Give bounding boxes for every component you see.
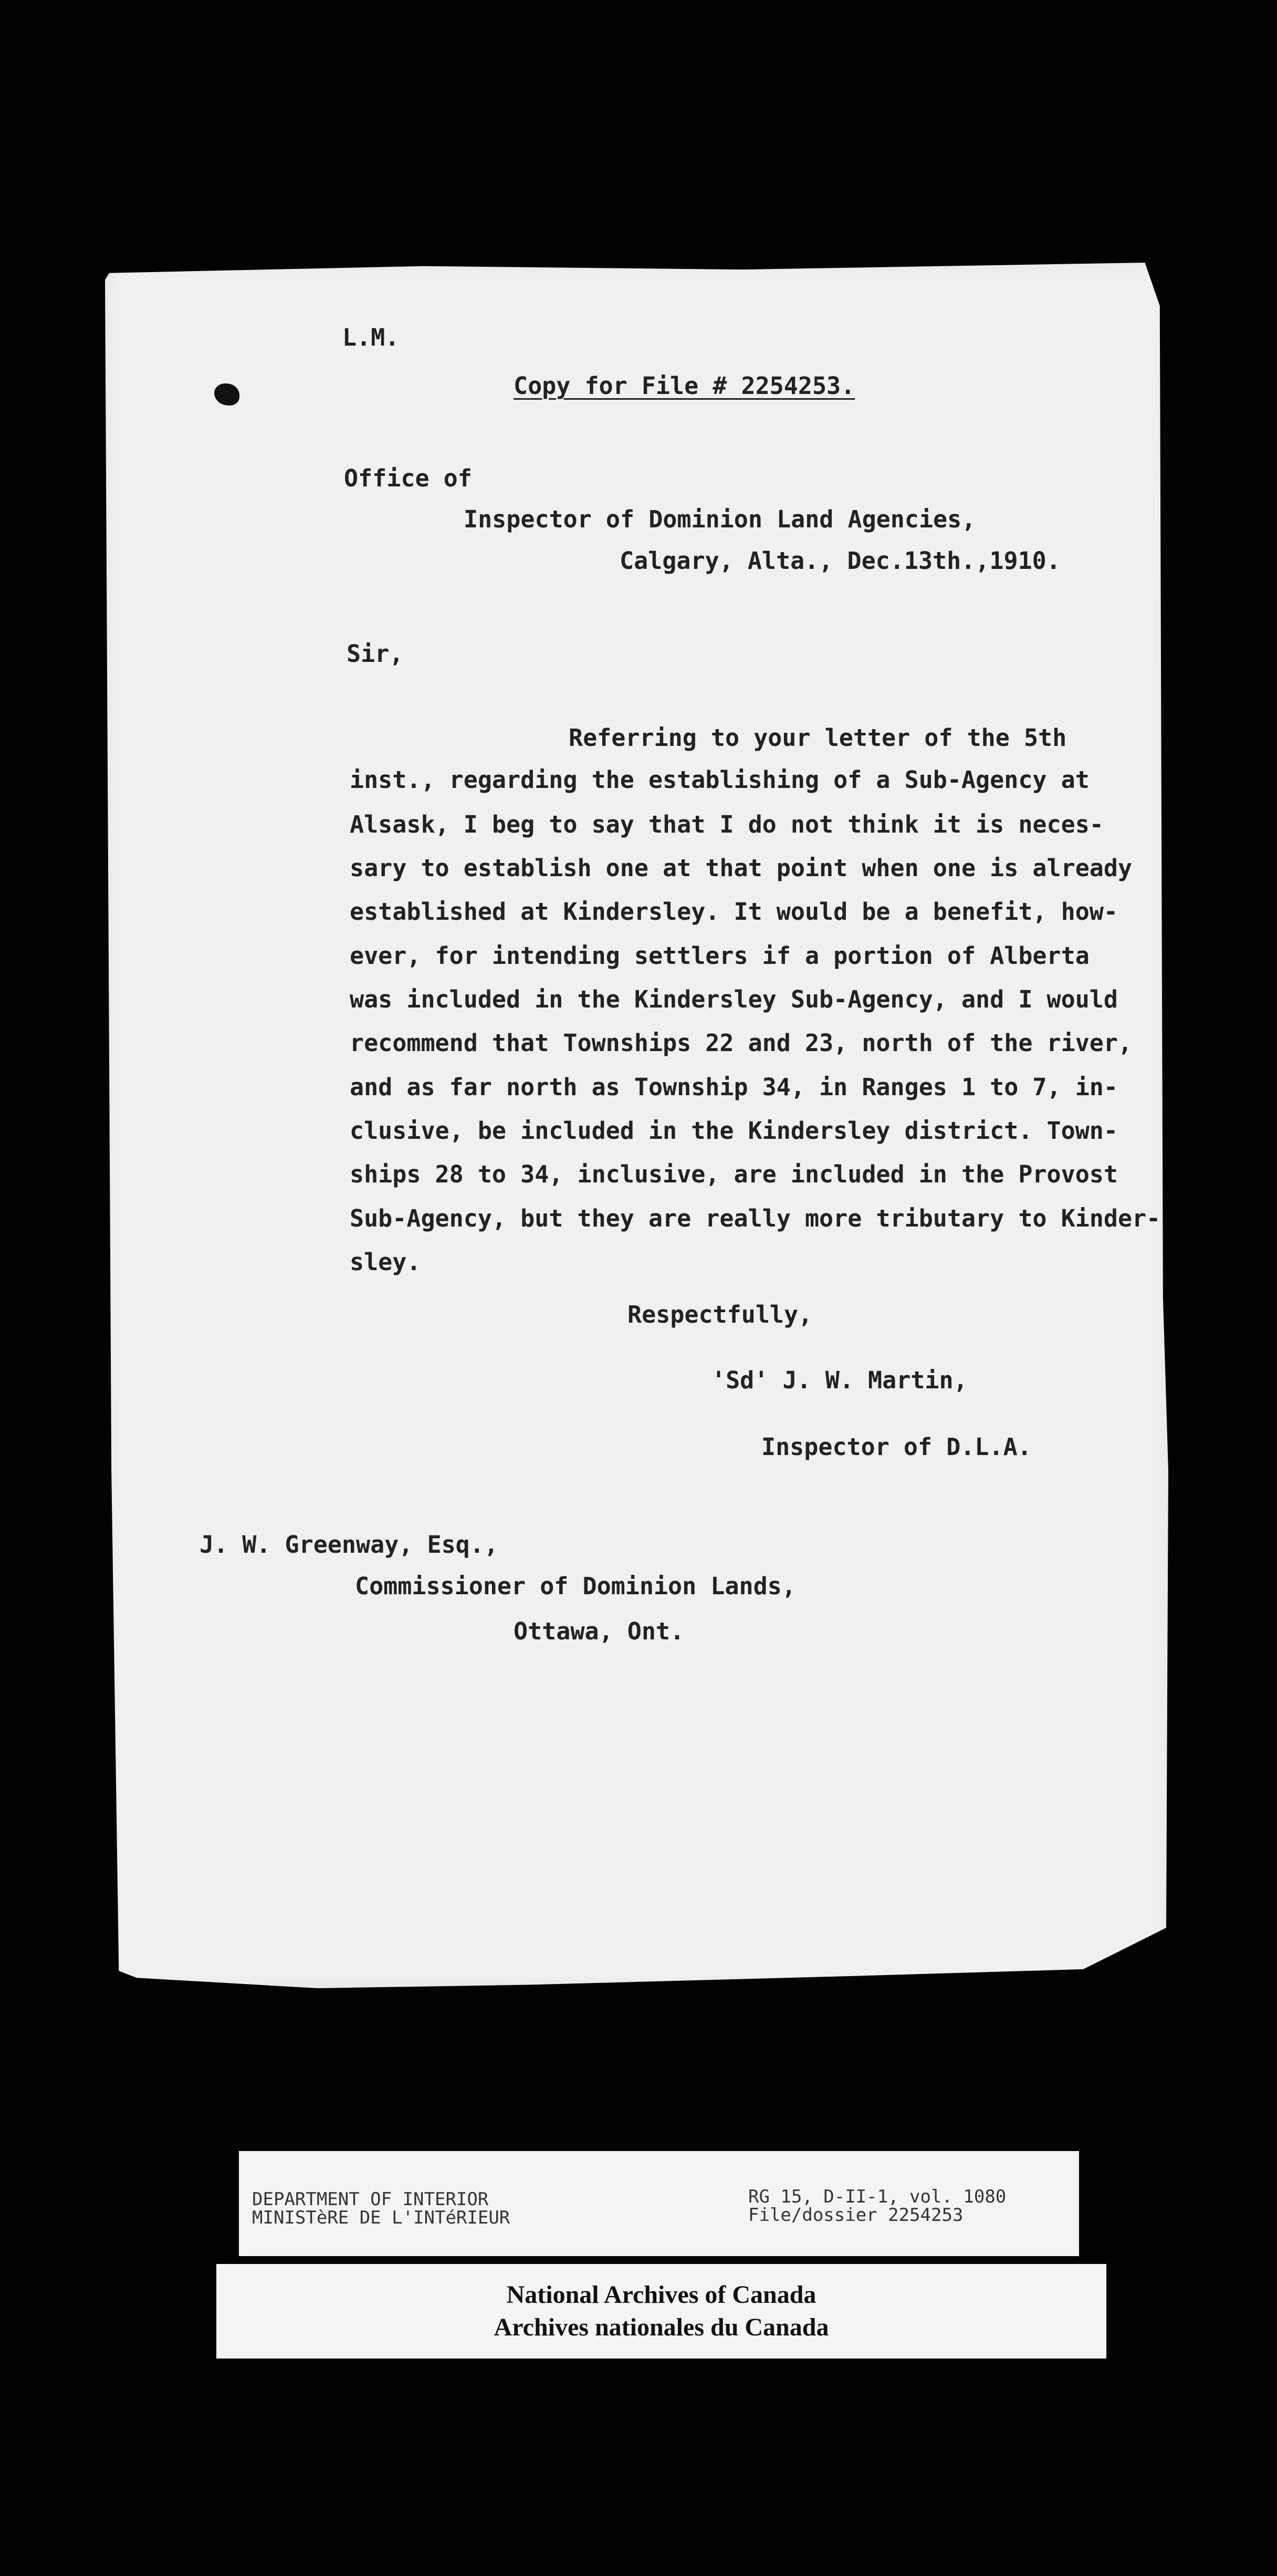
addressee-name: J. W. Greenway, Esq., <box>200 1531 498 1559</box>
body-line: sary to establish one at that point when one is already <box>350 854 1133 882</box>
body-line: established at Kindersley. It would be a benefit, how- <box>350 898 1118 926</box>
initials: L.M. <box>342 324 400 351</box>
salutation: Sir, <box>347 640 404 668</box>
addressee-city: Ottawa, Ont. <box>514 1617 685 1645</box>
office-line-1: Office of <box>344 464 472 492</box>
body-line: Sub-Agency, but they are really more tributary to Kinder- <box>350 1204 1161 1232</box>
body-line: Referring to your letter of the 5th <box>569 724 1067 752</box>
department-en: DEPARTMENT OF INTERIOR <box>252 2189 489 2210</box>
body-line: and as far north as Township 34, in Ranges 1 to 7, in- <box>350 1073 1118 1101</box>
addressee-title: Commissioner of Dominion Lands, <box>355 1572 796 1600</box>
body-line: ships 28 to 34, inclusive, are included in the Provost <box>350 1160 1118 1188</box>
closing: Respectfully, <box>627 1301 813 1328</box>
location-date: Calgary, Alta., Dec.13th.,1910. <box>620 547 1061 575</box>
file-dossier-ref: File/dossier 2254253 <box>748 2205 964 2226</box>
archives-name-en: National Archives of Canada <box>506 2281 817 2309</box>
signature: 'Sd' J. W. Martin, <box>711 1366 968 1394</box>
archives-name-fr: Archives nationales du Canada <box>494 2313 829 2341</box>
body-line: clusive, be included in the Kindersley district. Town- <box>350 1117 1118 1145</box>
record-group-ref: RG 15, D-II-1, vol. 1080 <box>748 2186 1007 2207</box>
body-line: Alsask, I beg to say that I do not think it is neces- <box>350 811 1104 838</box>
body-line: inst., regarding the establishing of a Sub-Agency at <box>350 766 1090 794</box>
body-line: ever, for intending settlers if a portion of Alberta <box>350 942 1090 970</box>
signature-title: Inspector of D.L.A. <box>761 1433 1032 1461</box>
archives-label <box>216 2264 1106 2359</box>
body-line: recommend that Townships 22 and 23, north of the river, <box>350 1029 1133 1057</box>
body-line: sley. <box>350 1248 421 1276</box>
body-line: was included in the Kindersley Sub-Agency, and I would <box>350 985 1118 1013</box>
office-line-2: Inspector of Dominion Land Agencies, <box>464 505 976 533</box>
file-reference: Copy for File # 2254253. <box>514 372 855 400</box>
department-fr: MINISTèRE DE L'INTéRIEUR <box>252 2207 510 2228</box>
